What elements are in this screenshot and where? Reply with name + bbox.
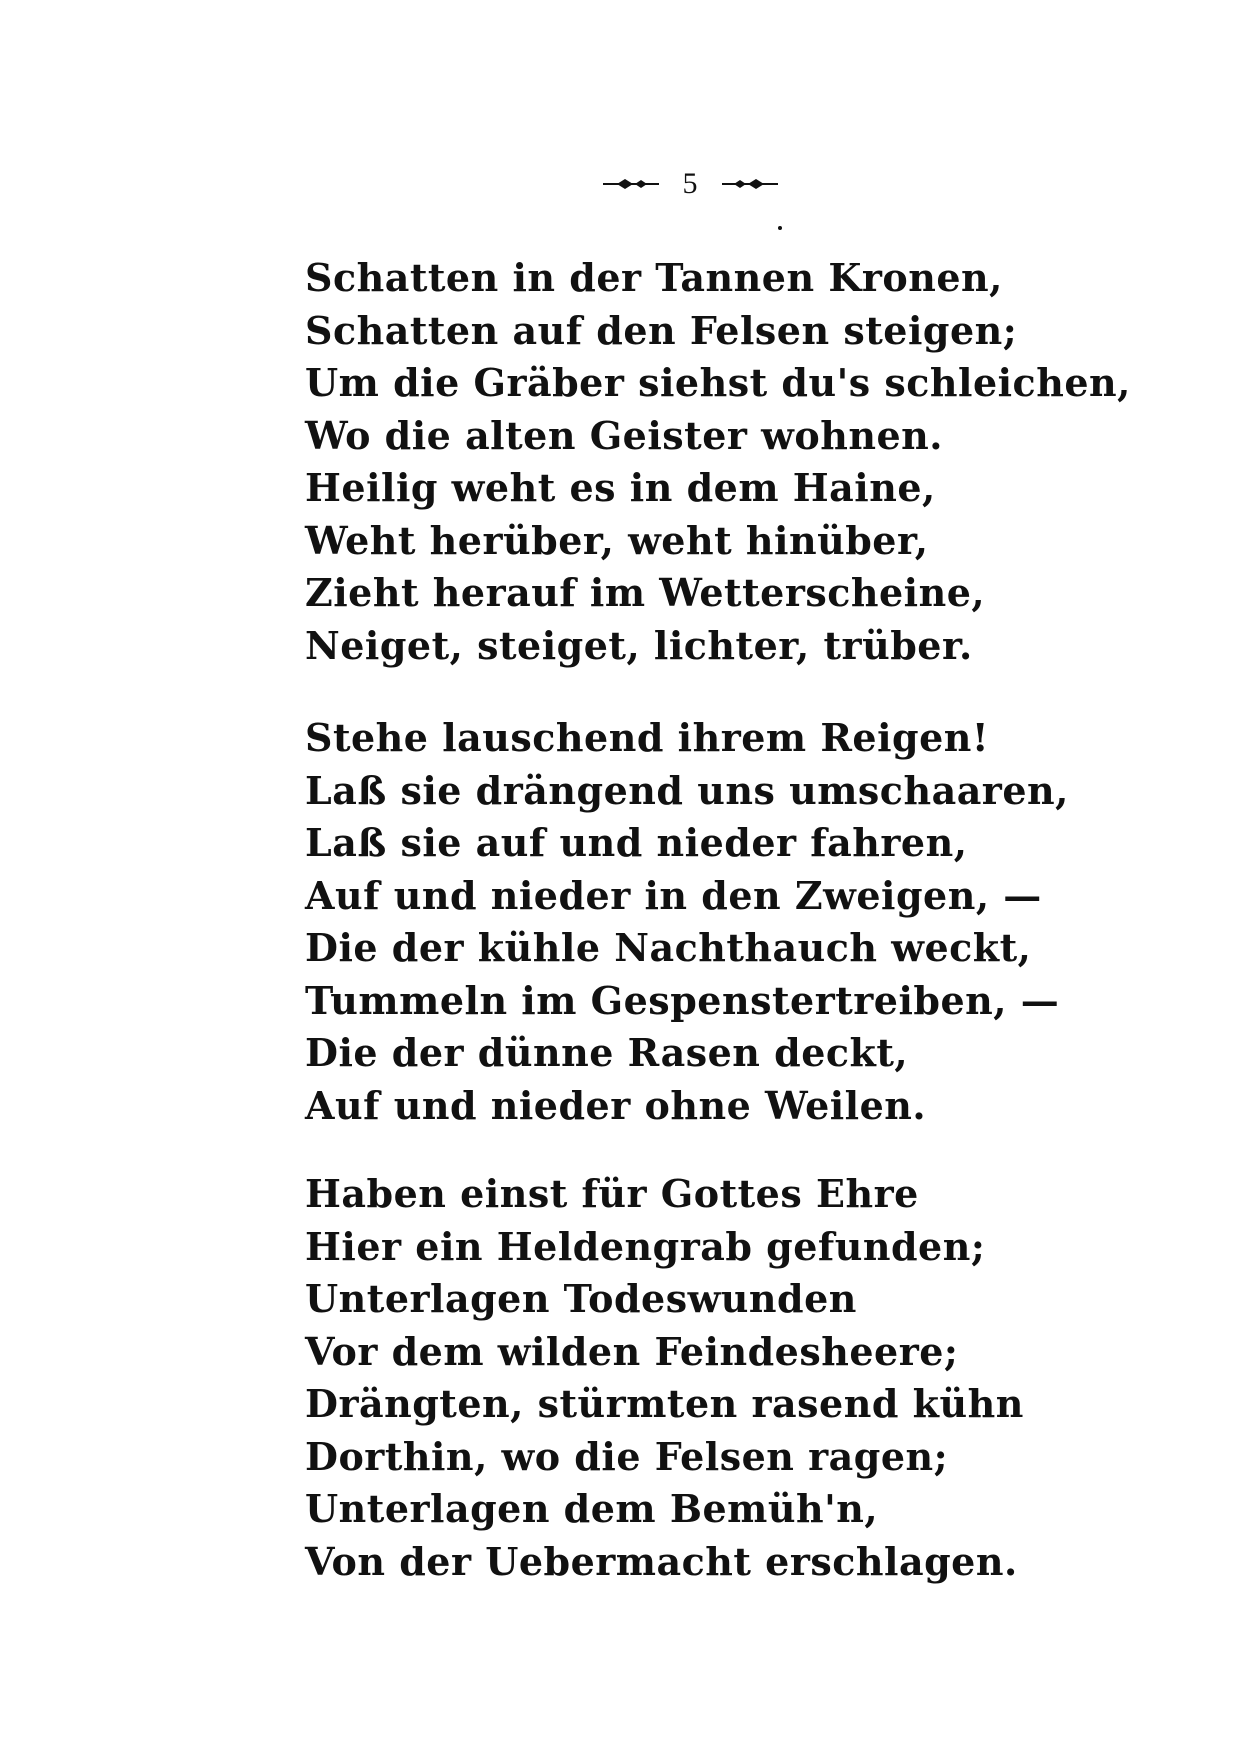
verse-line: Wo die alten Geister wohnen. <box>305 412 943 458</box>
verse-line: Weht herüber, weht hinüber, <box>305 517 929 563</box>
page-number: 5 <box>682 167 698 200</box>
verse-line: Heilig weht es in dem Haine, <box>305 465 936 510</box>
verse-line: Dorthin, wo die Felsen ragen; <box>305 1433 949 1479</box>
stanza <box>305 1168 1024 1588</box>
verse-line: Auf und nieder ohne Weilen. <box>305 1082 927 1128</box>
verse-line: Hier ein Heldengrab gefunden; <box>305 1223 986 1269</box>
verse-line: Drängten, stürmten rasend kühn <box>305 1381 1024 1426</box>
stanza <box>305 712 1069 1132</box>
verse-line: Unterlagen dem Bemüh'n, <box>305 1486 879 1531</box>
verse-line: Stehe lauschend ihrem Reigen! <box>305 715 990 760</box>
stanza <box>305 252 1131 672</box>
verse-line: Haben einst für Gottes Ehre <box>305 1171 919 1216</box>
verse-line: Um die Gräber siehst du's schleichen, <box>305 360 1131 405</box>
ink-dot <box>778 226 782 230</box>
verse-line: Tummeln im Gespenstertreiben, — <box>305 977 1060 1023</box>
verse-line: Zieht herauf im Wetterscheine, <box>305 570 986 615</box>
verse-line: Schatten auf den Felsen steigen; <box>305 307 1018 353</box>
verse-line: Von der Uebermacht erschlagen. <box>305 1538 1018 1584</box>
verse-line: Neiget, steiget, lichter, trüber. <box>305 622 973 668</box>
verse-line: Die der dünne Rasen deckt, <box>305 1030 909 1075</box>
verse-line: Laß sie drängend uns umschaaren, <box>305 767 1069 813</box>
verse-line: Schatten in der Tannen Kronen, <box>305 255 1003 300</box>
verse-line: Unterlagen Todeswunden <box>305 1276 857 1321</box>
verse-line: Vor dem wilden Feindesheere; <box>305 1328 959 1374</box>
verse-line: Die der kühle Nachthauch weckt, <box>305 925 1032 970</box>
verse-line: Auf und nieder in den Zweigen, — <box>305 872 1042 918</box>
verse-line: Laß sie auf und nieder fahren, <box>305 820 968 865</box>
left-ornament-icon <box>603 176 659 192</box>
right-ornament-icon <box>722 176 778 192</box>
page-header <box>580 160 800 208</box>
